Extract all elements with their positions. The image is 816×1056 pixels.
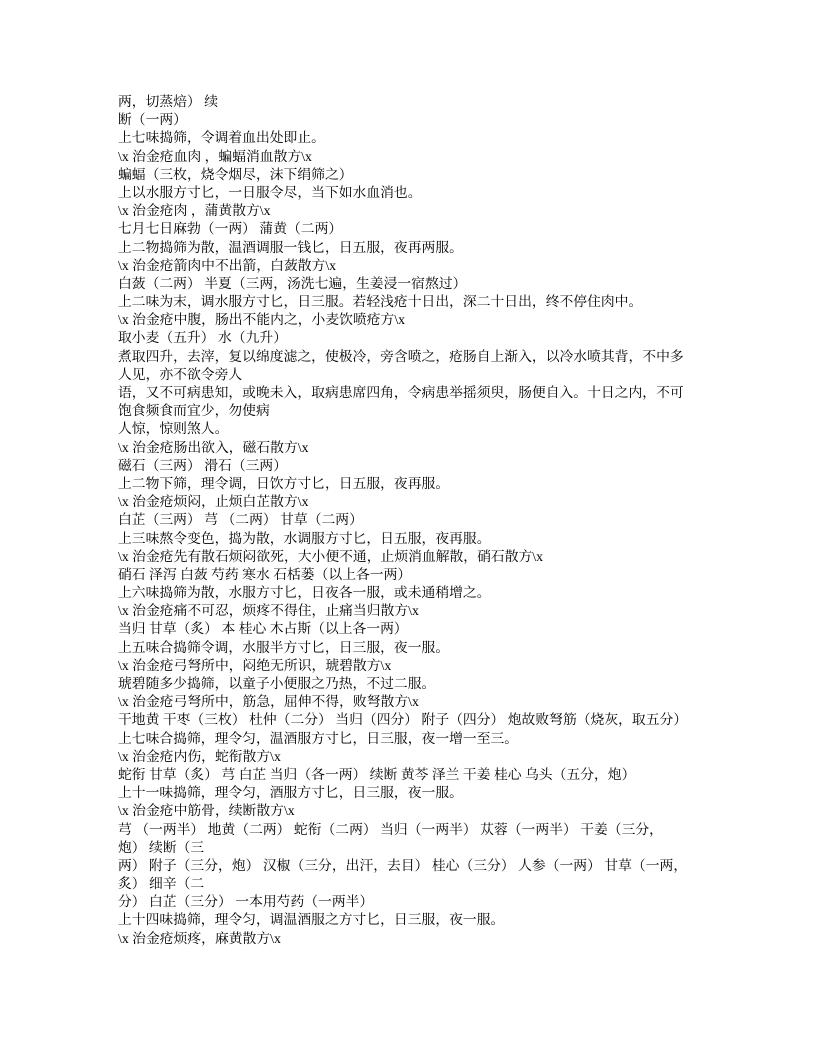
formula-title-line: \x 治金疮烦疼，麻黄散方\x — [118, 930, 281, 946]
instructions-line: 上六味捣筛为散，水服方寸匕，日夜各一服，或未通稍增之。 — [118, 585, 491, 601]
instructions-line: 饱食频食而宜少，勿使病 — [118, 403, 270, 419]
instructions-line: 人见，亦不欲令旁人 — [118, 366, 243, 382]
ingredients-line: 芎 （一两半） 地黄（二两） 蛇衔（二两） 当归（一两半） 苁蓉（一两半） 干姜（三分， — [118, 821, 663, 837]
ingredients-line: 七月七日麻勃（一两） 蒲黄（二两） — [118, 221, 343, 237]
ingredients-line: 干地黄 干枣（三枚） 杜仲（二分） 当归（四分） 附子（四分） 炮故败弩筋（烧灰，取五分） — [118, 712, 688, 728]
ingredients-line: 白蔹（二两） 半夏（三两，汤洗七遍，生姜浸一宿熬过） — [118, 275, 467, 291]
document-body — [118, 93, 718, 948]
ingredients-line: 分） 白芷（三分） 一本用芍药（一两半） — [118, 894, 374, 910]
ingredients-line: 两） 附子（三分，炮） 汉椒（三分，出汗，去目） 桂心（三分） 人参（一两） 甘草（一两， — [118, 857, 688, 873]
formula-title-line: \x 治金疮肠出欲入，磁石散方\x — [118, 439, 309, 455]
ingredients-line: 两，切蒸焙） 续 — [118, 94, 219, 109]
ingredients-line: 炮） 续断（三 — [118, 839, 205, 855]
formula-title-line: \x 治金疮中筋骨，续断散方\x — [118, 803, 295, 819]
instructions-line: 上以水服方寸匕，一日服令尽，当下如水血消也。 — [118, 184, 422, 200]
formula-title-line: \x 治金疮弓弩所中，闷绝无所识，琥碧散方\x — [118, 657, 392, 673]
instructions-line: 琥碧随多少捣筛，以童子小便服之乃热，不过二服。 — [118, 676, 436, 691]
ingredients-line: 硝石 泽泻 白蔹 芍药 寒水 石栝蒌（以上各一两） — [118, 566, 412, 582]
ingredients-line: 蛇衔 甘草（炙） 芎 白芷 当归（各一两） 续断 黄芩 泽兰 干姜 桂心 乌头（五分，炮） — [118, 766, 636, 782]
instructions-line: 语，又不可病患知，或晚未入，取病患席四角，令病患举摇须臾，肠便自入。十日之内，不可 — [118, 385, 684, 400]
instructions-line: 上二味为末，调水服方寸匕，日三服。若轻浅疮十日出，深二十日出，终不停住肉中。 — [118, 294, 643, 310]
formula-title-line: \x 治金疮痛不可忍，烦疼不得住，止痛当归散方\x — [118, 603, 419, 619]
instructions-line: 上二物下筛，理令调，日饮方寸匕，日五服，夜再服。 — [118, 475, 450, 491]
ingredients-line: 当归 甘草（炙） 本 桂心 木占斯（以上各一两） — [118, 621, 408, 637]
formula-title-line: \x 治金疮箭肉中不出箭，白蔹散方\x — [118, 257, 337, 273]
formula-title-line: \x 治金疮弓弩所中，筋急，屈伸不得，败弩散方\x — [118, 694, 419, 710]
instructions-line: 煮取四升，去滓，复以绵度滤之，使极冷，旁含喷之，疮肠自上渐入，以冷水喷其背，不中多 — [118, 348, 684, 364]
instructions-line: 上十一味捣筛，理令匀，酒服方寸匕，日三服，夜一服。 — [118, 785, 463, 801]
formula-title-line: \x 治金疮内伤，蛇衔散方\x — [118, 748, 281, 764]
formula-title-line: \x 治金疮血肉 ，蝙蝠消血散方\x — [118, 148, 312, 164]
ingredients-line: 蝙蝠（三枚，烧令烟尽，沫下绢筛之） — [118, 166, 353, 182]
formula-title-line: \x 治金疮烦闷，止烦白芷散方\x — [118, 494, 309, 510]
formula-title-line: \x 治金疮肉 ，蒲黄散方\x — [118, 203, 271, 219]
instructions-line: 上五味合捣筛令调，水服半方寸匕，日三服，夜一服。 — [118, 639, 450, 655]
formula-title-line: \x 治金疮先有散石烦闷欲死，大小便不通，止烦消血解散，硝石散方\x — [118, 548, 544, 564]
ingredients-line: 炙） 细辛（二 — [118, 876, 205, 892]
ingredients-line: 磁石（三两） 滑石（三两） — [118, 457, 288, 473]
instructions-line: 上七味捣筛，令调着血出处即止。 — [118, 130, 325, 146]
instructions-line: 上二物捣筛为散，温酒调服一钱匕，日五服，夜再两服。 — [118, 239, 463, 255]
ingredients-line: 断（一两） — [118, 112, 187, 128]
instructions-line: 上七味合捣筛，理令匀，温酒服方寸匕，日三服，夜一增一至三。 — [118, 730, 519, 746]
ingredients-line: 取小麦（五升） 水（九升） — [118, 330, 288, 346]
instructions-line: 人惊，惊则煞人。 — [118, 421, 229, 437]
formula-title-line: \x 治金疮中腹，肠出不能内之，小麦饮喷疮方\x — [118, 312, 406, 328]
instructions-line: 上三味熬令变色，捣为散，水调服方寸匕，日五服，夜再服。 — [118, 530, 491, 546]
instructions-line: 上十四味捣筛，理令匀，调温酒服之方寸匕，日三服，夜一服。 — [118, 912, 505, 928]
ingredients-line: 白芷（三两） 芎 （二两） 甘草（二两） — [118, 512, 363, 528]
